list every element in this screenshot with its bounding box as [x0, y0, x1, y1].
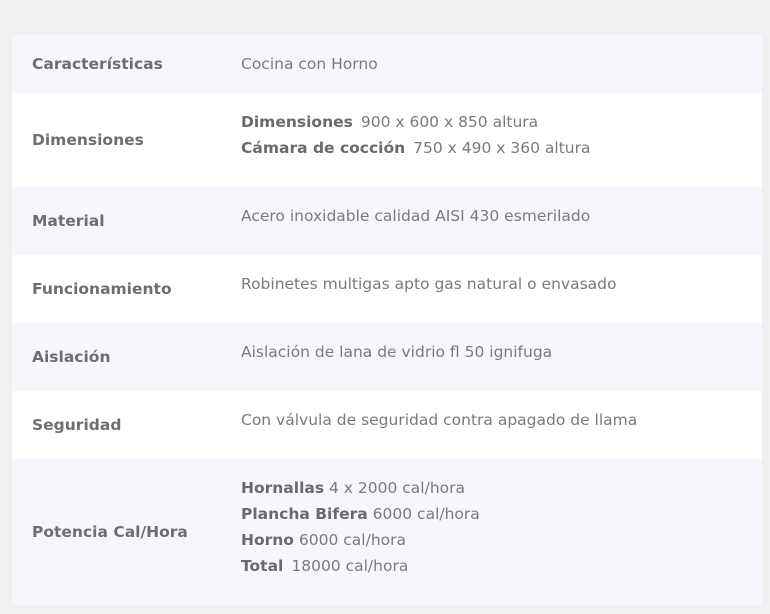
value-key: Total: [241, 557, 284, 575]
value-line: [241, 475, 762, 501]
row-value: [241, 93, 762, 187]
table-row: [12, 391, 762, 459]
table-row: [12, 187, 762, 255]
value-text: Cocina con Horno: [241, 55, 378, 73]
row-value: [241, 391, 762, 459]
row-label: Dimensiones: [32, 131, 144, 149]
value-line: [241, 135, 762, 161]
value-text: 4 x 2000 cal/hora: [329, 479, 466, 497]
row-label: Potencia Cal/Hora: [32, 523, 188, 541]
value-key: Plancha Bifera: [241, 505, 368, 523]
row-label: Características: [32, 55, 163, 73]
table-row: [12, 323, 762, 391]
row-label: Material: [32, 212, 105, 230]
row-value: [241, 187, 762, 255]
value-text: 6000 cal/hora: [372, 505, 480, 523]
row-value: [241, 35, 762, 93]
value-text: Con válvula de seguridad contra apagado de llama: [241, 411, 638, 429]
value-line: [241, 501, 762, 527]
specs-table: [12, 35, 762, 605]
table-row: [12, 93, 762, 187]
row-value: [241, 255, 762, 323]
table-row: [12, 35, 762, 93]
value-key: Horno: [241, 531, 294, 549]
value-key: Hornallas: [241, 479, 325, 497]
table-row: [12, 459, 762, 605]
value-line: [241, 109, 762, 135]
row-label: Funcionamiento: [32, 280, 172, 298]
table-row: [12, 255, 762, 323]
value-key: Cámara de cocción: [241, 139, 406, 157]
value-text: Robinetes multigas apto gas natural o envasado: [241, 275, 617, 293]
value-text: 900 x 600 x 850 altura: [360, 113, 539, 131]
value-text: 750 x 490 x 360 altura: [413, 139, 591, 157]
value-key: Dimensiones: [241, 113, 353, 131]
value-line: [241, 553, 762, 579]
row-value: [241, 323, 762, 391]
value-text: 18000 cal/hora: [291, 557, 409, 575]
value-line: [241, 527, 762, 553]
value-text: 6000 cal/hora: [298, 531, 406, 549]
row-label: Aislación: [32, 348, 111, 366]
row-value: [241, 459, 762, 605]
value-text: Aislación de lana de vidrio fl 50 ignifuga: [241, 343, 553, 361]
value-text: Acero inoxidable calidad AISI 430 esmerilado: [241, 207, 591, 225]
row-label: Seguridad: [32, 416, 122, 434]
